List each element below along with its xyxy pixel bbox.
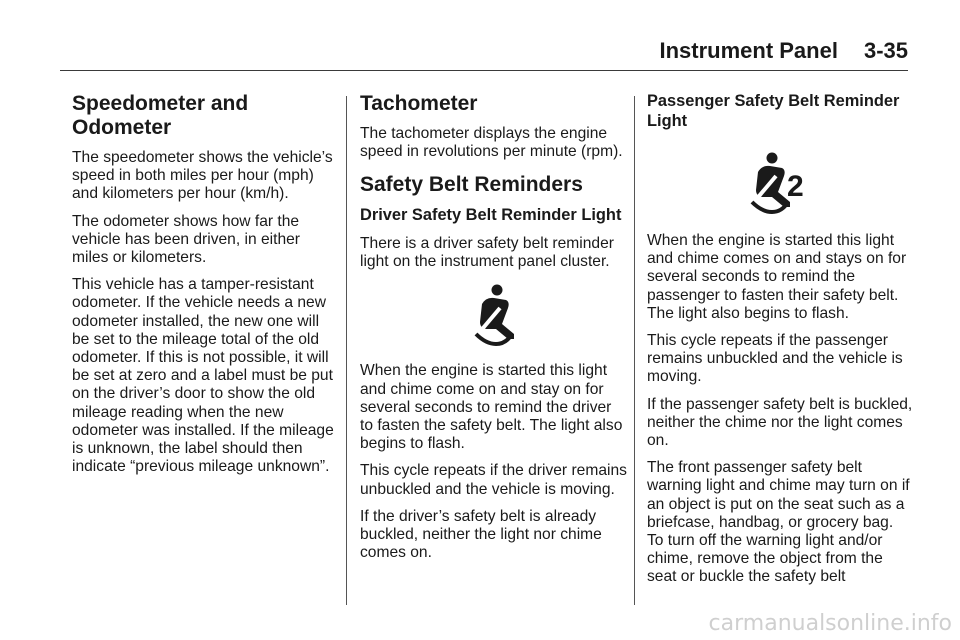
- paragraph: This cycle repeats if the driver remains unbuckled and the vehicle is moving.: [360, 462, 627, 498]
- paragraph: If the driver’s safety belt is already buckled, neither the light nor chime comes on.: [360, 507, 602, 562]
- subheading-driver-belt: Driver Safety Belt Reminder Light: [360, 206, 622, 225]
- paragraph: When the engine is started this light and chime come on and stay on for several seconds to remind the driver to fasten the safety belt. The light also begins to flash.: [360, 362, 623, 453]
- heading-speedometer: Speedometer and Odometer: [72, 92, 249, 139]
- watermark: carmanualsonline.info: [708, 611, 952, 636]
- column-tachometer: [360, 88, 628, 605]
- paragraph: The speedometer shows the vehicle’s speed in both miles per hour (mph) and kilometers per hour (km/h).: [72, 149, 333, 203]
- section-title: Instrument Panel: [659, 38, 838, 63]
- heading-tachometer: Tachometer: [360, 92, 478, 115]
- column-divider: [634, 96, 635, 605]
- paragraph: This vehicle has a tamper-resistant odometer. If the vehicle needs a new odometer installed, the new one will be set to the mileage total of the old odometer. If this is not possible, it will be set at zero and a label must be put on the driver’s door to show the old mileage reading when the new odometer was installed. If the mileage is unknown, the label should then indicate “previous mileage unknown”.: [72, 276, 334, 476]
- paragraph: When the engine is started this light and chime comes on and stays on for several seconds to remind the passenger to fasten their safety belt. The light also begins to flash.: [647, 232, 907, 322]
- heading-safety-belt-reminders: Safety Belt Reminders: [360, 173, 583, 197]
- column-divider: [346, 96, 347, 605]
- seatbelt-icon: [472, 284, 516, 346]
- column-speedometer: [72, 88, 340, 605]
- page-header: [60, 40, 908, 71]
- page-number: 3-35: [863, 38, 908, 63]
- paragraph: The tachometer displays the engine speed in revolutions per minute (rpm).: [360, 125, 623, 161]
- passenger-icon-number: 2: [787, 170, 804, 203]
- paragraph: The odometer shows how far the vehicle has been driven, in either miles or kilometers.: [72, 212, 300, 267]
- subheading-passenger-belt: Passenger Safety Belt Reminder Light: [647, 92, 900, 130]
- paragraph: This cycle repeats if the passenger remains unbuckled and the vehicle is moving.: [647, 332, 903, 386]
- paragraph: The front passenger safety belt warning light and chime may turn on if an object is put on the seat such as a briefcase, handbag, or grocery bag. To turn off the warning light and/or chime, remove the object from the seat or buckle the safety belt: [647, 459, 910, 586]
- column-passenger-belt: [647, 88, 913, 605]
- paragraph: There is a driver safety belt reminder light on the instrument panel cluster.: [360, 234, 614, 271]
- paragraph: If the passenger safety belt is buckled, neither the chime nor the light comes on.: [647, 395, 913, 450]
